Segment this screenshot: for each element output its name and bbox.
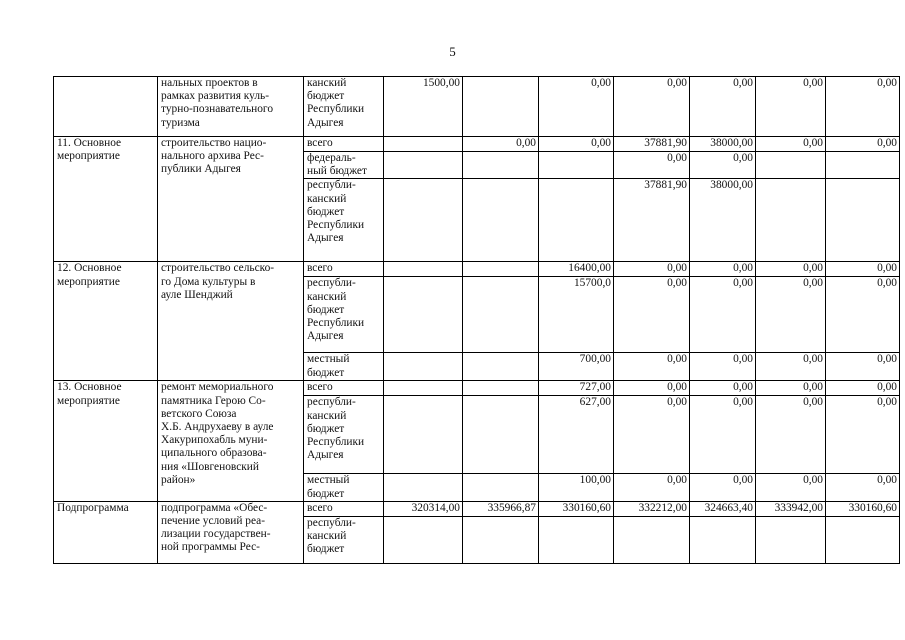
amount-cell	[463, 262, 539, 277]
funding-source-cell: всего	[304, 137, 384, 152]
funding-source-cell: федераль- ный бюджет	[304, 152, 384, 179]
funding-source-cell: канский бюджет Республики Адыгея	[304, 77, 384, 137]
amount-cell: 0,00	[826, 77, 900, 137]
amount-cell	[756, 516, 826, 563]
amount-cell: 0,00	[690, 152, 756, 179]
amount-cell: 38000,00	[690, 179, 756, 262]
amount-cell: 0,00	[756, 137, 826, 152]
amount-cell	[463, 277, 539, 353]
amount-cell	[539, 516, 614, 563]
funding-source-cell: республи- канский бюджет Республики Адыгея	[304, 179, 384, 262]
amount-cell: 0,00	[690, 396, 756, 474]
funding-source-cell: местный бюджет	[304, 353, 384, 381]
amount-cell	[756, 179, 826, 262]
funding-source-cell: всего	[304, 501, 384, 516]
amount-cell: 0,00	[756, 381, 826, 396]
amount-cell: 0,00	[756, 396, 826, 474]
amount-cell: 0,00	[614, 353, 690, 381]
amount-cell: 16400,00	[539, 262, 614, 277]
amount-cell	[384, 152, 463, 179]
amount-cell: 727,00	[539, 381, 614, 396]
event-description-cell: подпрограмма «Обес- печение условий реа- лизации государствен- ной программы Рес-	[158, 501, 304, 563]
event-label-cell	[54, 77, 158, 137]
amount-cell	[690, 516, 756, 563]
amount-cell: 0,00	[826, 474, 900, 501]
amount-cell: 335966,87	[463, 501, 539, 516]
funding-source-cell: республи- канский бюджет	[304, 516, 384, 563]
amount-cell: 37881,90	[614, 137, 690, 152]
amount-cell	[384, 137, 463, 152]
table-row	[54, 262, 900, 277]
amount-cell	[614, 516, 690, 563]
event-label-cell: 11. Основное мероприятие	[54, 137, 158, 262]
amount-cell	[384, 353, 463, 381]
event-description-cell: ремонт мемориального памятника Герою Со- ветского Союза Х.Б. Андрухаеву в ауле Хакурипохабль муни- ципального образова- ния «Шовгеновский район»	[158, 381, 304, 501]
amount-cell	[463, 381, 539, 396]
table-row	[54, 501, 900, 516]
amount-cell	[463, 516, 539, 563]
funding-source-cell: всего	[304, 262, 384, 277]
amount-cell	[756, 152, 826, 179]
amount-cell: 0,00	[690, 277, 756, 353]
amount-cell: 330160,60	[826, 501, 900, 516]
amount-cell	[384, 381, 463, 396]
amount-cell: 37881,90	[614, 179, 690, 262]
amount-cell	[463, 353, 539, 381]
event-label-cell: 13. Основное мероприятие	[54, 381, 158, 501]
amount-cell: 320314,00	[384, 501, 463, 516]
amount-cell: 0,00	[756, 277, 826, 353]
amount-cell: 15700,0	[539, 277, 614, 353]
funding-source-cell: местный бюджет	[304, 474, 384, 501]
amount-cell	[384, 474, 463, 501]
amount-cell: 0,00	[539, 77, 614, 137]
amount-cell: 0,00	[756, 262, 826, 277]
amount-cell: 0,00	[690, 262, 756, 277]
amount-cell: 0,00	[614, 277, 690, 353]
table-row	[54, 381, 900, 396]
amount-cell: 38000,00	[690, 137, 756, 152]
amount-cell	[539, 152, 614, 179]
amount-cell: 324663,40	[690, 501, 756, 516]
page-number: 5	[449, 44, 456, 59]
amount-cell	[539, 179, 614, 262]
amount-cell	[384, 396, 463, 474]
event-description-cell: нальных проектов в рамках развития куль- турно-познавательного туризма	[158, 77, 304, 137]
amount-cell: 0,00	[826, 381, 900, 396]
amount-cell: 0,00	[690, 474, 756, 501]
amount-cell: 0,00	[614, 262, 690, 277]
event-description-cell: строительство нацио- нального архива Рес- публики Адыгея	[158, 137, 304, 262]
amount-cell	[463, 474, 539, 501]
amount-cell	[463, 77, 539, 137]
amount-cell: 0,00	[614, 77, 690, 137]
amount-cell: 0,00	[614, 396, 690, 474]
amount-cell	[826, 152, 900, 179]
budget-table	[53, 76, 900, 564]
event-label-cell: Подпрограмма	[54, 501, 158, 563]
amount-cell: 1500,00	[384, 77, 463, 137]
amount-cell: 100,00	[539, 474, 614, 501]
amount-cell: 0,00	[826, 396, 900, 474]
amount-cell: 0,00	[756, 474, 826, 501]
amount-cell: 333942,00	[756, 501, 826, 516]
amount-cell: 0,00	[756, 353, 826, 381]
amount-cell: 0,00	[614, 381, 690, 396]
amount-cell	[384, 277, 463, 353]
amount-cell	[384, 262, 463, 277]
table-row	[54, 137, 900, 152]
amount-cell: 330160,60	[539, 501, 614, 516]
funding-source-cell: всего	[304, 381, 384, 396]
funding-source-cell: республи- канский бюджет Республики Адыгея	[304, 277, 384, 353]
amount-cell: 0,00	[826, 137, 900, 152]
amount-cell: 0,00	[539, 137, 614, 152]
amount-cell: 627,00	[539, 396, 614, 474]
event-label-cell: 12. Основное мероприятие	[54, 262, 158, 381]
amount-cell: 0,00	[690, 381, 756, 396]
amount-cell: 0,00	[826, 353, 900, 381]
funding-source-cell: республи- канский бюджет Республики Адыгея	[304, 396, 384, 474]
table-row	[54, 77, 900, 137]
amount-cell	[384, 179, 463, 262]
amount-cell: 0,00	[690, 77, 756, 137]
amount-cell: 332212,00	[614, 501, 690, 516]
amount-cell: 0,00	[614, 152, 690, 179]
amount-cell	[463, 179, 539, 262]
amount-cell	[826, 516, 900, 563]
amount-cell: 0,00	[463, 137, 539, 152]
event-description-cell: строительство сельско- го Дома культуры в ауле Шенджий	[158, 262, 304, 381]
amount-cell: 0,00	[826, 262, 900, 277]
amount-cell	[463, 152, 539, 179]
amount-cell: 0,00	[690, 353, 756, 381]
amount-cell	[826, 179, 900, 262]
amount-cell	[384, 516, 463, 563]
amount-cell	[463, 396, 539, 474]
amount-cell: 0,00	[826, 277, 900, 353]
amount-cell: 0,00	[614, 474, 690, 501]
amount-cell: 700,00	[539, 353, 614, 381]
amount-cell: 0,00	[756, 77, 826, 137]
